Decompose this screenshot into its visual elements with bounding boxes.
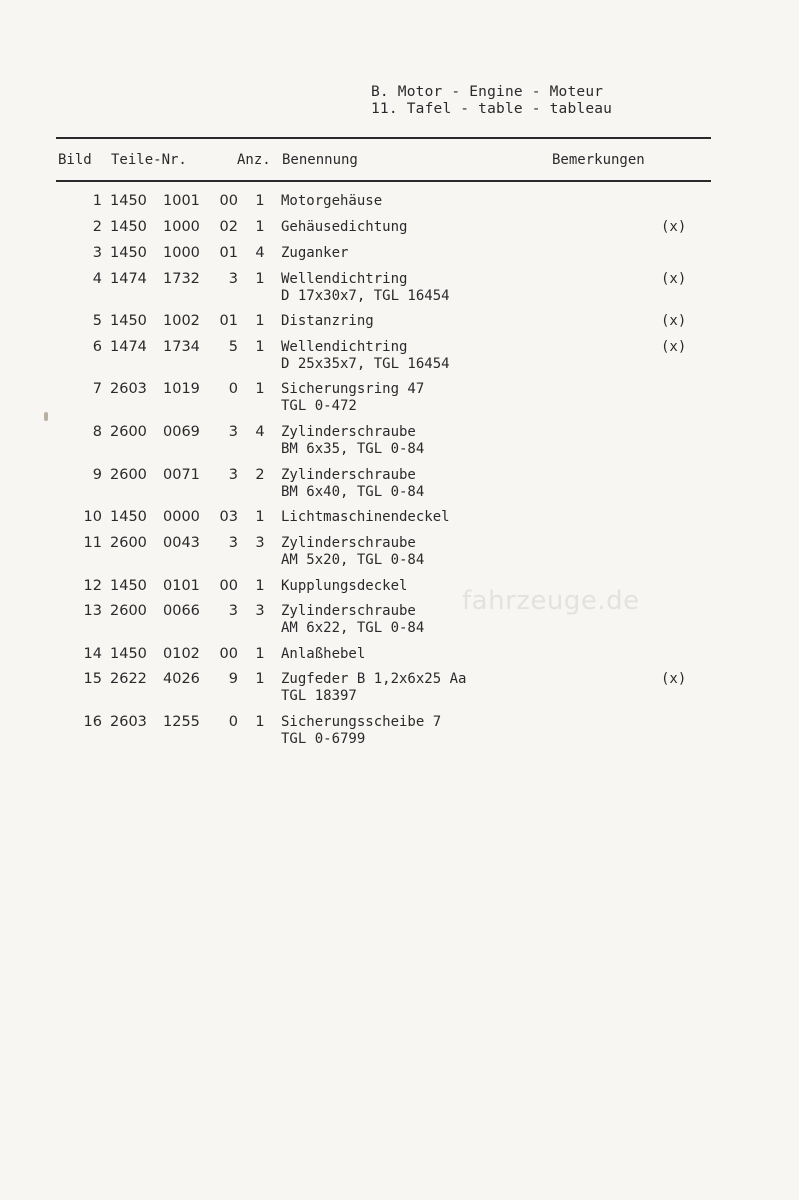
bild-number: 13 [83, 603, 102, 619]
bild-number: 8 [92, 424, 102, 440]
part-designation [281, 603, 424, 637]
bild-number: 9 [92, 467, 102, 483]
quantity: 3 [255, 603, 265, 619]
quantity: 1 [255, 313, 265, 329]
part-designation [281, 671, 466, 705]
part-name: Sicherungsscheibe 7 [281, 714, 442, 730]
part-designation [281, 535, 424, 569]
part-spec: TGL 0-472 [281, 398, 357, 414]
part-number-group-1: 2600 [110, 603, 147, 619]
part-designation [281, 313, 374, 330]
part-number-group-1: 2600 [110, 467, 147, 483]
bild-number: 6 [92, 339, 102, 355]
bild-number: 15 [83, 671, 102, 687]
quantity: 1 [255, 671, 265, 687]
bild-number: 4 [92, 271, 102, 287]
watermark-text: fahrzeuge.de [462, 586, 640, 616]
part-number-group-1: 1474 [110, 271, 147, 287]
quantity: 2 [255, 467, 265, 483]
part-number-group-2: 1734 [163, 339, 200, 355]
part-number-group-3: 0 [228, 381, 238, 397]
part-number-group-1: 1450 [110, 193, 147, 209]
part-number-group-2: 0069 [163, 424, 200, 440]
part-number-group-2: 1001 [163, 193, 200, 209]
remark-mark: (x) [661, 313, 687, 329]
column-header-bild: Bild [58, 152, 92, 168]
bild-number: 16 [83, 714, 102, 730]
part-spec: D 17x30x7, TGL 16454 [281, 288, 450, 304]
bild-number: 7 [92, 381, 102, 397]
bild-number: 5 [92, 313, 102, 329]
header-rule-bottom [56, 180, 711, 182]
part-name: Anlaßhebel [281, 646, 366, 662]
part-number-group-3: 9 [228, 671, 238, 687]
part-name: Gehäusedichtung [281, 219, 408, 235]
part-number-group-1: 1450 [110, 245, 147, 261]
part-name: Motorgehäuse [281, 193, 383, 209]
part-designation [281, 339, 450, 373]
part-number-group-3: 3 [228, 271, 238, 287]
bild-number: 11 [83, 535, 102, 551]
remark-mark: (x) [661, 219, 687, 235]
part-designation [281, 424, 424, 458]
column-header-bemerkungen: Bemerkungen [552, 152, 645, 168]
part-spec: BM 6x40, TGL 0-84 [281, 484, 425, 500]
part-number-group-3: 02 [219, 219, 238, 235]
part-number-group-2: 1002 [163, 313, 200, 329]
quantity: 1 [255, 381, 265, 397]
bild-number: 10 [83, 509, 102, 525]
part-number-group-3: 00 [219, 578, 238, 594]
quantity: 1 [255, 578, 265, 594]
part-number-group-2: 1732 [163, 271, 200, 287]
part-number-group-3: 5 [228, 339, 238, 355]
part-number-group-1: 2603 [110, 381, 147, 397]
remark-mark: (x) [661, 671, 687, 687]
remark-mark: (x) [661, 271, 687, 287]
part-number-group-3: 3 [228, 424, 238, 440]
part-name: Zylinderschraube [281, 467, 416, 483]
part-designation [281, 467, 424, 501]
part-designation [281, 271, 450, 305]
part-designation [281, 219, 407, 236]
column-header-benennung: Benennung [282, 152, 358, 168]
part-designation [281, 509, 450, 526]
part-number-group-1: 1474 [110, 339, 147, 355]
quantity: 3 [255, 535, 265, 551]
part-name: Zylinderschraube [281, 535, 416, 551]
header-rule-top [56, 137, 711, 139]
part-name: Wellendichtring [281, 271, 408, 287]
column-header-teile-nr: Teile-Nr. [111, 152, 187, 168]
part-number-group-1: 2603 [110, 714, 147, 730]
quantity: 1 [255, 339, 265, 355]
part-number-group-1: 2622 [110, 671, 147, 687]
bild-number: 1 [92, 193, 102, 209]
part-spec: AM 5x20, TGL 0-84 [281, 552, 425, 568]
part-number-group-3: 3 [228, 603, 238, 619]
part-number-group-2: 0071 [163, 467, 200, 483]
part-designation [281, 714, 441, 748]
part-number-group-2: 0101 [163, 578, 200, 594]
part-number-group-3: 3 [228, 467, 238, 483]
part-spec: TGL 0-6799 [281, 731, 366, 747]
part-name: Lichtmaschinendeckel [281, 509, 450, 525]
part-number-group-3: 03 [219, 509, 238, 525]
part-number-group-3: 01 [219, 245, 238, 261]
part-name: Sicherungsring 47 [281, 381, 425, 397]
part-name: Zylinderschraube [281, 424, 416, 440]
bild-number: 12 [83, 578, 102, 594]
quantity: 1 [255, 219, 265, 235]
part-number-group-1: 1450 [110, 219, 147, 235]
remark-mark: (x) [661, 339, 687, 355]
part-number-group-1: 2600 [110, 424, 147, 440]
part-name: Kupplungsdeckel [281, 578, 408, 594]
part-number-group-3: 3 [228, 535, 238, 551]
part-name: Zugfeder B 1,2x6x25 Aa [281, 671, 467, 687]
part-number-group-2: 4026 [163, 671, 200, 687]
part-designation [281, 646, 365, 663]
quantity: 4 [255, 424, 265, 440]
part-designation [281, 193, 382, 210]
part-number-group-3: 01 [219, 313, 238, 329]
part-number-group-2: 0043 [163, 535, 200, 551]
part-number-group-1: 1450 [110, 646, 147, 662]
part-number-group-1: 2600 [110, 535, 147, 551]
quantity: 1 [255, 193, 265, 209]
bild-number: 14 [83, 646, 102, 662]
part-designation [281, 381, 424, 415]
part-number-group-2: 1019 [163, 381, 200, 397]
part-number-group-2: 0000 [163, 509, 200, 525]
part-name: Wellendichtring [281, 339, 408, 355]
part-spec: BM 6x35, TGL 0-84 [281, 441, 425, 457]
part-name: Zuganker [281, 245, 349, 261]
paper-speck [44, 412, 48, 421]
part-number-group-1: 1450 [110, 313, 147, 329]
part-spec: TGL 18397 [281, 688, 357, 704]
table-title: 11. Tafel - table - tableau [371, 101, 613, 117]
quantity: 1 [255, 714, 265, 730]
section-title: B. Motor - Engine - Moteur [371, 84, 604, 100]
part-number-group-3: 0 [228, 714, 238, 730]
column-header-anz: Anz. [237, 152, 271, 168]
part-spec: AM 6x22, TGL 0-84 [281, 620, 425, 636]
part-number-group-2: 1255 [163, 714, 200, 730]
part-designation [281, 578, 407, 595]
part-number-group-2: 1000 [163, 245, 200, 261]
part-spec: D 25x35x7, TGL 16454 [281, 356, 450, 372]
part-designation [281, 245, 348, 262]
bild-number: 2 [92, 219, 102, 235]
quantity: 1 [255, 509, 265, 525]
part-number-group-1: 1450 [110, 509, 147, 525]
part-number-group-2: 1000 [163, 219, 200, 235]
part-number-group-2: 0102 [163, 646, 200, 662]
part-number-group-3: 00 [219, 646, 238, 662]
quantity: 4 [255, 245, 265, 261]
bild-number: 3 [92, 245, 102, 261]
quantity: 1 [255, 271, 265, 287]
part-number-group-1: 1450 [110, 578, 147, 594]
part-number-group-2: 0066 [163, 603, 200, 619]
part-number-group-3: 00 [219, 193, 238, 209]
quantity: 1 [255, 646, 265, 662]
part-name: Distanzring [281, 313, 374, 329]
part-name: Zylinderschraube [281, 603, 416, 619]
